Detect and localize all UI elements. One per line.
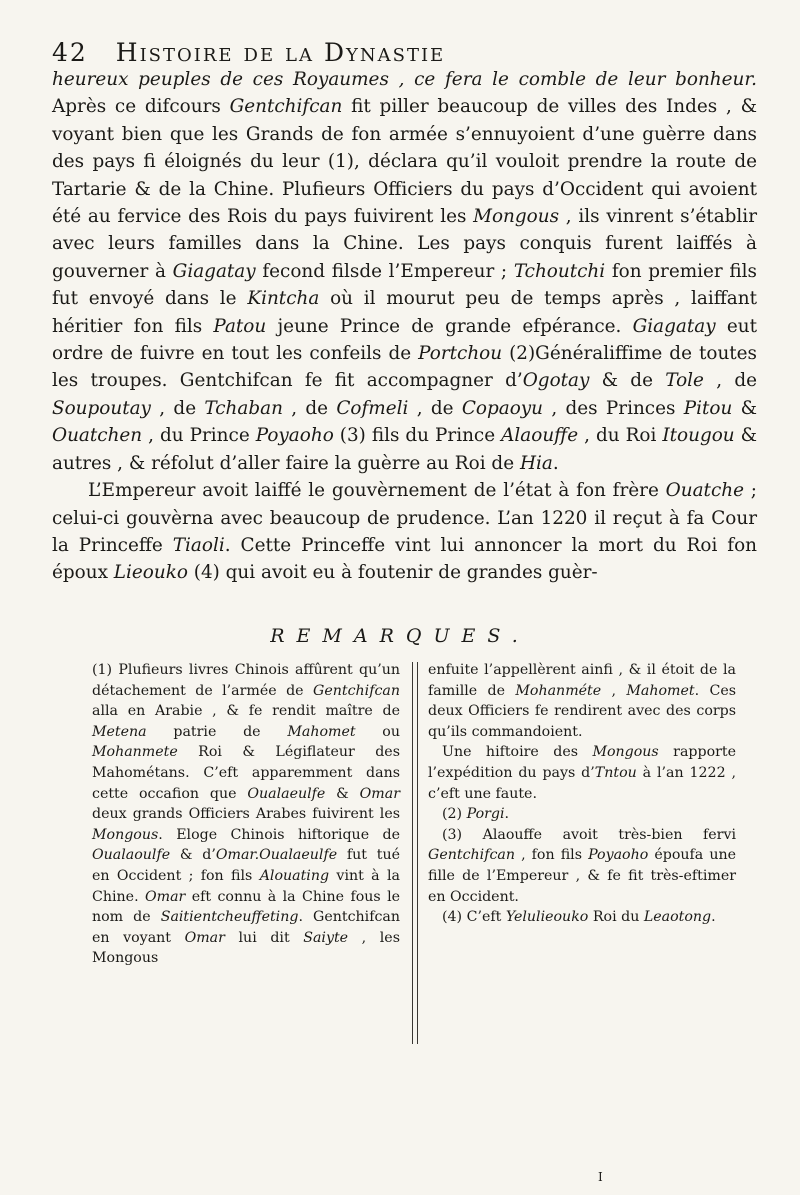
italic-text-run: Mahomet: [626, 682, 695, 699]
text-run: , ils vinrent s’établir avec leurs familles dans la Chine. Les pays conquis furent laiffés à gouverner à: [52, 206, 757, 282]
text-run: rapporte l’expédition du pays d’: [428, 744, 736, 781]
running-title: Histoire de la Dynastie: [115, 38, 446, 67]
italic-text-run: Omar.Oualaeulfe: [215, 847, 338, 864]
italic-text-run: Patou: [213, 315, 267, 337]
italic-text-run: Tchoutchi: [513, 260, 606, 282]
note-4: [428, 907, 736, 928]
italic-text-run: Tntou: [594, 764, 637, 781]
text-run: où il mourut peu de temps après , laiffant héritier fon fils: [52, 288, 757, 337]
italic-text-run: Leaotong: [643, 909, 712, 926]
body-paragraph-1: [52, 66, 757, 477]
italic-text-run: Mongous: [92, 826, 159, 843]
text-run: . Cette Princeffe vint lui annoncer la mort du Roi fon époux: [52, 534, 757, 584]
note-3: [428, 825, 736, 907]
text-run: , des Princes: [543, 397, 684, 419]
text-run: (1) Plufieurs livres Chinois affûrent qu’un détachement de l’armée de: [92, 662, 400, 699]
text-run: fit piller beaucoup de villes des Indes , & voyant bien que les Grands de fon armée s’ennuyoient d’une guèrre dans des pays fi éloignés du leur (1), déclara qu’il vouloit prendre la route de Tartarie & de la Chine. Plufieurs Officiers du pays d’Occident qui avoient été au fervice des Rois du pays fuivirent les: [52, 96, 758, 228]
italic-text-run: Giagatay: [172, 260, 256, 282]
text-run: eut ordre de fuivre en tout les confeils de: [52, 315, 758, 365]
italic-text-run: Omar: [144, 888, 186, 905]
text-run: à l’an 1222 , c’eft une faute.: [428, 764, 736, 802]
text-run: lui dit: [224, 929, 304, 946]
text-run: fut tué en Occident ; fon fils: [92, 847, 400, 884]
text-run: , de: [150, 397, 205, 419]
italic-text-run: Alouating: [259, 867, 330, 884]
italic-text-run: Gentchifcan: [313, 682, 400, 699]
notes-right-column: [428, 660, 736, 928]
italic-text-run: Oualaoulfe: [92, 847, 171, 864]
italic-text-run: Alaouffe: [501, 425, 579, 447]
italic-text-run: Poyaoho: [255, 425, 334, 447]
text-run: ou: [355, 723, 400, 740]
italic-text-run: Cofmeli: [336, 397, 409, 419]
italic-text-run: Saiyte: [303, 929, 349, 946]
italic-text-run: Mohanmete: [92, 744, 178, 761]
text-run: enfuite l’appellèrent ainfi , & il étoit de la famille de: [428, 662, 736, 699]
page-number: 42: [52, 38, 88, 67]
text-run: .: [711, 909, 716, 926]
text-run: fecond filsde l’Empereur ;: [255, 260, 514, 282]
text-run: Une hiftoire des: [442, 744, 593, 761]
text-run: (3) Alaouffe avoit très-bien fervi: [442, 826, 736, 843]
text-run: Roi & Légiflateur des Mahométans. C’eft apparemment dans cette occafion que: [92, 744, 400, 802]
text-run: & d’: [170, 847, 216, 864]
italic-text-run: Oualaeulfe: [247, 785, 326, 802]
italic-text-run: Omar: [359, 785, 400, 802]
text-run: Roi du: [588, 909, 644, 926]
text-run: eft connu à la Chine fous le nom de: [92, 888, 400, 926]
text-run: (4) qui avoit eu à foutenir de grandes guèr-: [187, 562, 598, 584]
column-divider: [412, 662, 418, 1044]
italic-text-run: Mongous: [473, 206, 560, 228]
italic-text-run: Kintcha: [247, 288, 320, 310]
text-run: époufa une fille de l’Empereur , & fe fit très-eftimer en Occident.: [428, 847, 736, 905]
text-run: .: [504, 806, 510, 823]
italic-text-run: Poyaoho: [588, 847, 649, 864]
text-run: . Eloge Chinois hiftorique de: [158, 826, 400, 843]
text-run: Après ce difcours: [52, 96, 230, 118]
italic-text-run: Itougou: [662, 425, 735, 447]
note-1-continued: [428, 660, 736, 742]
italic-text-run: Gentchifcan: [229, 96, 343, 118]
note-1: [92, 660, 400, 969]
text-run: deux grands Officiers Arabes fuivirent les: [92, 806, 400, 823]
text-run: ; celui-ci gouvèrna avec beaucoup de prudence. L’an 1220 il reçut à fa Cour la Princeffe: [52, 480, 757, 556]
italic-text-run: Tiaoli: [172, 534, 225, 556]
italic-text-run: Pitou: [683, 397, 733, 419]
italic-text-run: Portchou: [418, 343, 503, 365]
italic-text-run: Metena: [92, 723, 147, 740]
text-run: vint à la Chine.: [92, 867, 400, 905]
text-run: , les Mongous: [92, 929, 400, 967]
text-run: . Ces deux Officiers fe rendirent avec des corps qu’ils commandoient.: [428, 682, 737, 740]
italic-text-run: Giagatay: [632, 315, 716, 337]
italic-text-run: Tole: [665, 370, 704, 392]
text-run: & de: [589, 370, 666, 392]
text-run: , fon fils: [514, 847, 589, 864]
text-run: &: [325, 785, 360, 802]
italic-text-run: Mohanméte: [515, 682, 602, 699]
text-run: , de: [703, 370, 757, 392]
note-2: [428, 804, 736, 825]
italic-text-run: Mahomet: [287, 723, 356, 740]
italic-text-run: Porgi: [466, 806, 505, 823]
italic-text-run: Ouatchen: [52, 425, 143, 447]
italic-text-run: Hia: [519, 452, 553, 474]
italic-text-run: Soupoutay: [52, 397, 151, 419]
italic-text-run: Gentchifcan: [428, 847, 515, 864]
italic-text-run: Lieouko: [113, 562, 188, 584]
remarques-heading: REMARQUES.: [270, 625, 530, 647]
text-run: , du Prince: [142, 425, 256, 447]
text-run: alla en Arabie , & fe rendit maître de: [92, 703, 400, 720]
italic-text-run: Saitientcheuffeting: [160, 909, 299, 926]
text-run: . Gentchifcan en voyant: [92, 909, 400, 946]
text-run: , de: [408, 397, 462, 419]
italic-text-run: Copaoyu: [461, 397, 544, 419]
notes-left-column: [92, 660, 400, 969]
text-run: patrie de: [146, 723, 288, 740]
text-run: (4) C’eft: [442, 909, 506, 926]
text-run: jeune Prince de grande efpérance.: [266, 315, 633, 337]
italic-text-run: Ouatche: [665, 480, 744, 502]
text-run: , de: [282, 397, 337, 419]
text-run: ,: [601, 682, 627, 699]
text-run: (2)Généraliffime de toutes les troupes. Gentchifcan fe fit accompagner d’: [52, 343, 757, 392]
text-run: & autres , & réfolut d’aller faire la guèrre au Roi de: [52, 425, 758, 474]
text-run: (3) fils du Prince: [333, 425, 502, 447]
italic-text-run: Yelulieouko: [505, 909, 589, 926]
text-run: (2): [442, 806, 467, 823]
body-paragraph-2: [52, 477, 757, 587]
italic-text-run: Omar: [184, 929, 225, 946]
text-run: L’Empereur avoit laiffé le gouvèrnement de l’état à fon frère: [88, 480, 666, 502]
signature-mark: I: [598, 1170, 603, 1184]
text-run: &: [732, 397, 757, 419]
text-run: .: [552, 452, 559, 474]
italic-text-run: heureux peuples de ces Royaumes , ce fera le comble de leur bonheur.: [52, 69, 757, 90]
text-run: , du Roi: [578, 425, 663, 447]
note-1-continued-2: [428, 742, 736, 804]
italic-text-run: Tchaban: [204, 397, 283, 419]
text-run: fon premier fils fut envoyé dans le: [52, 260, 757, 310]
italic-text-run: Mongous: [592, 744, 659, 761]
italic-text-run: Ogotay: [522, 370, 590, 392]
page-header: [52, 38, 752, 68]
main-text: [52, 66, 757, 587]
